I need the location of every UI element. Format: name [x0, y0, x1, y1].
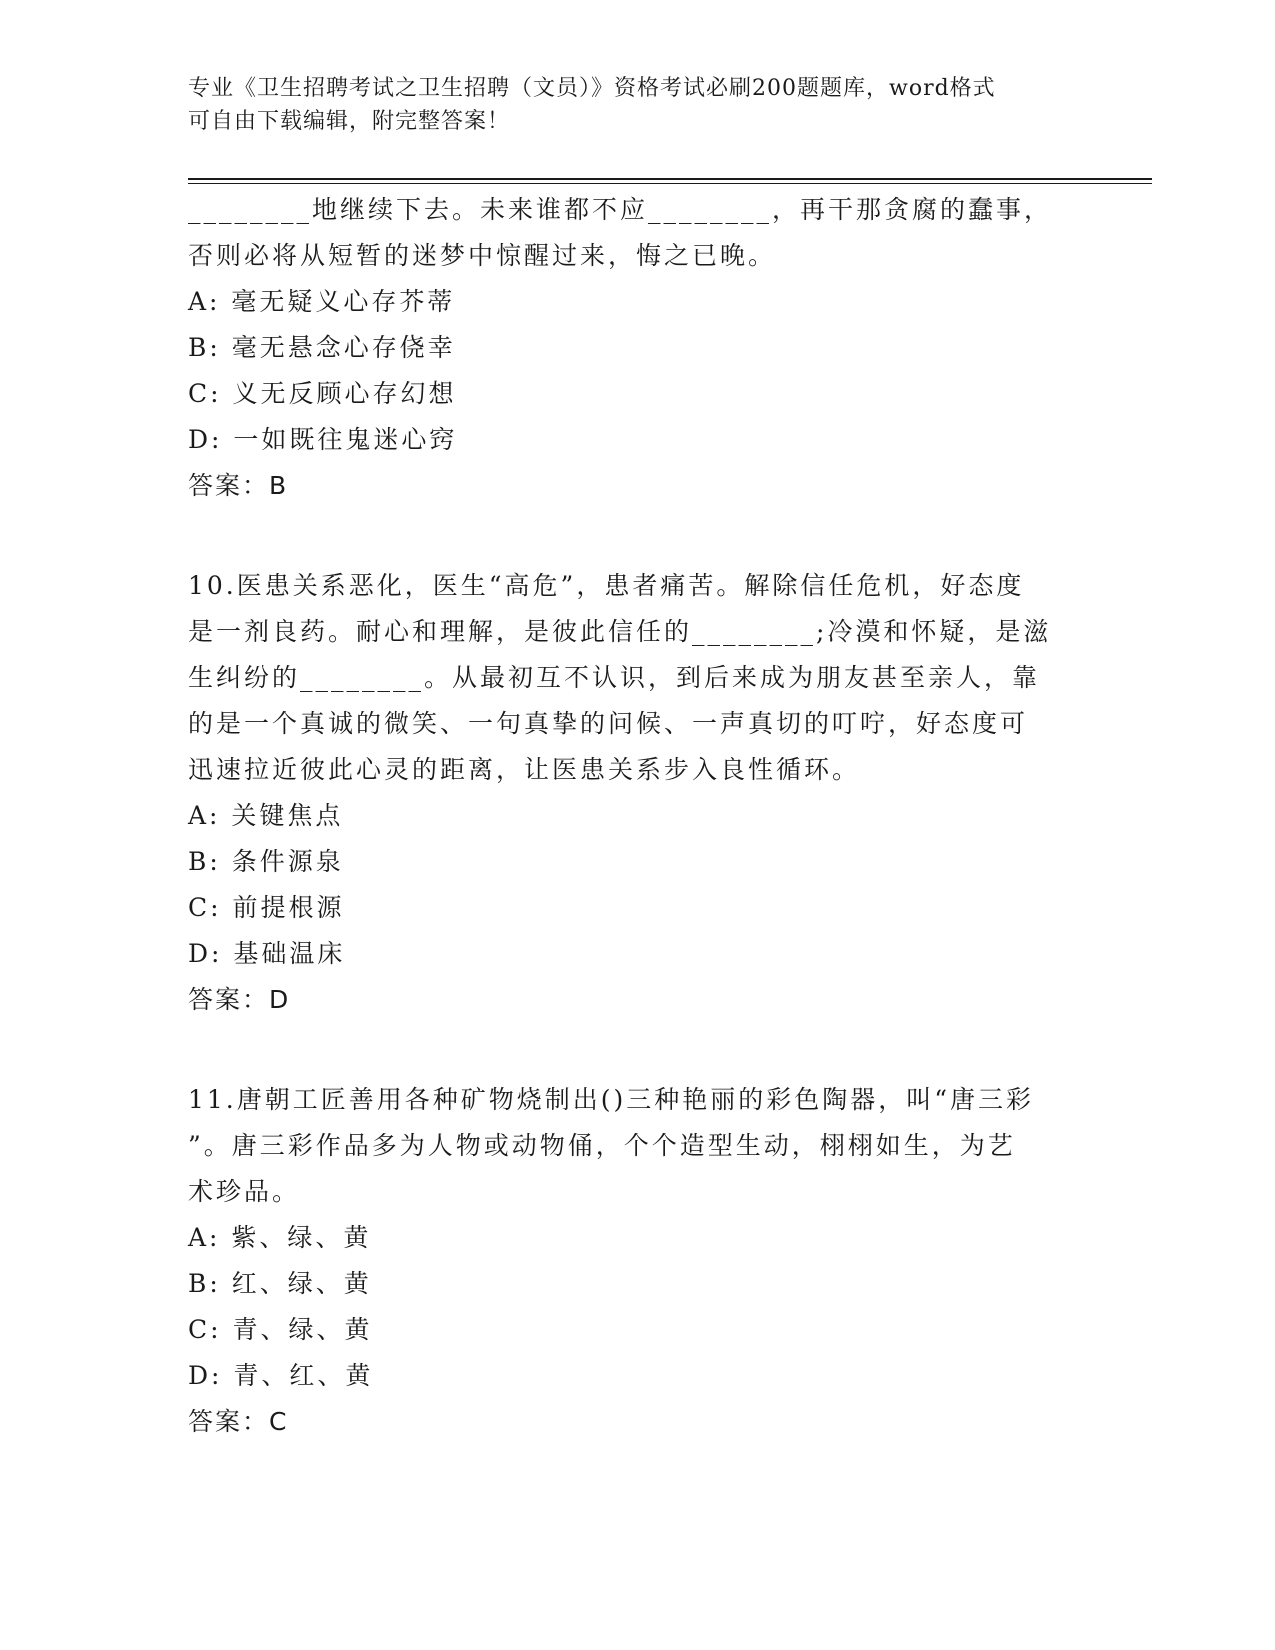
header-title-line-2: 可自由下载编辑，附完整答案！ — [188, 109, 511, 134]
answer-line: 答案：D — [188, 985, 291, 1014]
question-text-line: 术珍品。 — [188, 1177, 301, 1206]
question-text-line: 11.唐朝工匠善用各种矿物烧制出()三种艳丽的彩色陶器，叫“唐三彩 — [188, 1085, 1035, 1114]
document-body — [188, 187, 1068, 1445]
answer-line: 答案：B — [188, 471, 289, 500]
option-d: D: 青、红、黄 — [188, 1361, 374, 1390]
option-b: B: 红、绿、黄 — [188, 1269, 372, 1298]
spacer — [188, 1023, 1068, 1077]
option-c: C: 前提根源 — [188, 893, 345, 922]
question-text-line: 生纠纷的________。从最初互不认识，到后来成为朋友甚至亲人，靠 — [188, 663, 1041, 692]
question-text-line: ________地继续下去。未来谁都不应________，再干那贪腐的蠢事， — [188, 195, 1053, 224]
option-a: A: 毫无疑义心存芥蒂 — [188, 287, 456, 316]
option-b: B: 毫无悬念心存侥幸 — [188, 333, 456, 362]
spacer — [188, 509, 1068, 563]
page-header — [188, 72, 1088, 138]
answer-line: 答案：C — [188, 1407, 289, 1436]
option-c: C: 义无反顾心存幻想 — [188, 379, 457, 408]
option-a: A: 紫、绿、黄 — [188, 1223, 372, 1252]
question-10 — [188, 563, 1068, 1023]
option-b: B: 条件源泉 — [188, 847, 344, 876]
option-d: D: 一如既往鬼迷心窍 — [188, 425, 458, 454]
question-11 — [188, 1077, 1068, 1445]
question-text-line: 的是一个真诚的微笑、一句真挚的问候、一声真切的叮咛，好态度可 — [188, 709, 1029, 738]
option-d: D: 基础温床 — [188, 939, 346, 968]
option-c: C: 青、绿、黄 — [188, 1315, 373, 1344]
question-text-line: 迅速拉近彼此心灵的距离，让医患关系步入良性循环。 — [188, 755, 861, 784]
question-9 — [188, 187, 1068, 509]
header-divider-thick — [188, 178, 1152, 180]
header-title-line-1: 专业《卫生招聘考试之卫生招聘（文员）》资格考试必刷200题题库，word格式 — [188, 76, 996, 101]
question-text-line: 10.医患关系恶化，医生“高危”，患者痛苦。解除信任危机，好态度 — [188, 571, 1025, 600]
question-text-line: 是一剂良药。耐心和理解，是彼此信任的________;冷漠和怀疑，是滋 — [188, 617, 1052, 646]
option-a: A: 关键焦点 — [188, 801, 344, 830]
question-text-line: ”。唐三彩作品多为人物或动物俑，个个造型生动，栩栩如生，为艺 — [188, 1131, 1016, 1160]
question-text-line: 否则必将从短暂的迷梦中惊醒过来，悔之已晚。 — [188, 241, 777, 270]
header-divider-thin — [188, 183, 1152, 184]
